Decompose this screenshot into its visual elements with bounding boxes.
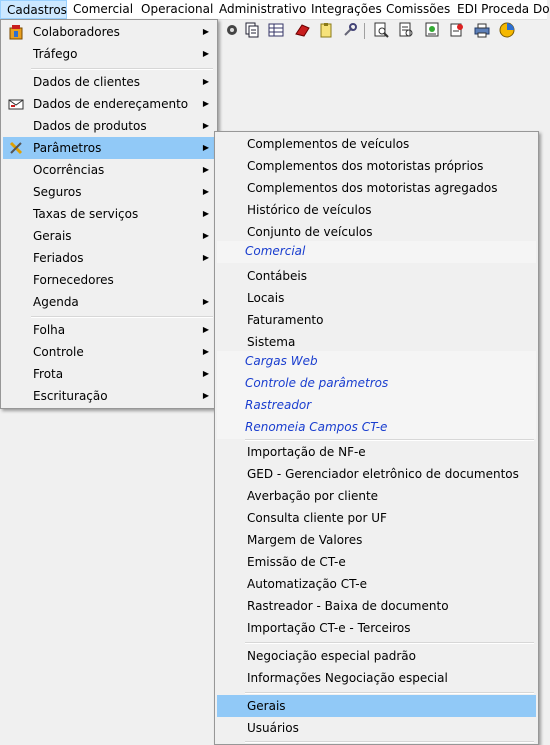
submenu-item-automatizacao-cte[interactable]: Automatização CT-e — [247, 577, 368, 591]
submenu-item-consulta-cliente-uf[interactable]: Consulta cliente por UF — [247, 511, 387, 525]
chevron-right-icon: ▶ — [202, 253, 209, 262]
menu-separator — [245, 692, 534, 694]
submenu-group-comercial: Comercial — [217, 241, 536, 263]
submenu-item-sistema[interactable]: Sistema — [247, 335, 296, 349]
chevron-right-icon: ▶ — [202, 231, 209, 240]
cadastros-menu — [0, 19, 218, 409]
chevron-right-icon: ▶ — [202, 49, 209, 58]
pie-chart-icon[interactable] — [499, 22, 515, 38]
printer-icon[interactable] — [474, 22, 490, 38]
chevron-right-icon: ▶ — [202, 391, 209, 400]
chevron-right-icon: ▶ — [202, 27, 209, 36]
menu-operacional[interactable]: Operacional — [141, 2, 214, 16]
submenu-item-usuarios[interactable]: Usuários — [247, 721, 299, 735]
chevron-right-icon: ▶ — [202, 77, 209, 86]
truck-icon[interactable] — [294, 22, 310, 38]
menu-separator — [245, 642, 534, 644]
record-icon[interactable] — [224, 22, 240, 38]
menu-item-frota[interactable]: Frota ▶ — [3, 363, 215, 385]
submenu-item-emissao-cte[interactable]: Emissão de CT-e — [247, 555, 346, 569]
menu-item-colaboradores[interactable]: Colaboradores ▶ — [3, 21, 215, 43]
submenu-item-negociacao-especial-padrao[interactable]: Negociação especial padrão — [247, 649, 416, 663]
submenu-item-informacoes-negociacao-especial[interactable]: Informações Negociação especial — [247, 671, 448, 685]
menu-separator — [31, 316, 213, 318]
chevron-right-icon: ▶ — [202, 187, 209, 196]
certificate-icon[interactable] — [424, 22, 440, 38]
submenu-item-gerais[interactable]: Gerais — [217, 695, 536, 717]
submenu-item-importacao-cte-terceiros[interactable]: Importação CT-e - Terceiros — [247, 621, 411, 635]
menu-item-controle[interactable]: Controle ▶ — [3, 341, 215, 363]
submenu-group-controle-parametros: Controle de parâmetros — [217, 373, 536, 395]
menu-item-escrituracao[interactable]: Escrituração ▶ — [3, 385, 215, 407]
menu-item-dados-de-clientes[interactable]: Dados de clientes ▶ — [3, 71, 215, 93]
report-icon[interactable] — [398, 22, 414, 38]
parametros-submenu — [214, 131, 539, 745]
submenu-item-historico-veiculos[interactable]: Histórico de veículos — [247, 203, 372, 217]
chevron-right-icon: ▶ — [202, 369, 209, 378]
chevron-right-icon: ▶ — [202, 143, 209, 152]
menu-administrativo[interactable]: Administrativo — [219, 2, 307, 16]
tools-icon[interactable] — [342, 22, 358, 38]
menu-separator — [31, 68, 213, 70]
menu-item-folha[interactable]: Folha ▶ — [3, 319, 215, 341]
chevron-right-icon: ▶ — [202, 347, 209, 356]
menu-item-ocorrencias[interactable]: Ocorrências ▶ — [3, 159, 215, 181]
submenu-item-faturamento[interactable]: Faturamento — [247, 313, 324, 327]
menu-item-gerais[interactable]: Gerais ▶ — [3, 225, 215, 247]
users-icon — [8, 24, 24, 40]
submenu-item-locais[interactable]: Locais — [247, 291, 285, 305]
tools-icon — [8, 140, 24, 156]
menu-bar — [0, 0, 550, 20]
submenu-item-importacao-nfe[interactable]: Importação de NF-e — [247, 445, 366, 459]
submenu-group-renomeia-campos-cte: Renomeia Campos CT-e — [217, 417, 536, 439]
submenu-item-margem-valores[interactable]: Margem de Valores — [247, 533, 363, 547]
submenu-group-rastreador: Rastreador — [217, 395, 536, 417]
copy-pages-icon[interactable] — [244, 22, 260, 38]
menu-item-seguros[interactable]: Seguros ▶ — [3, 181, 215, 203]
menu-item-dados-de-enderecamento[interactable]: Dados de endereçamento ▶ — [3, 93, 215, 115]
menu-comissoes[interactable]: Comissões — [386, 2, 451, 16]
toolbar-separator — [364, 23, 365, 39]
chevron-right-icon: ▶ — [202, 121, 209, 130]
submenu-item-contabeis[interactable]: Contábeis — [247, 269, 307, 283]
print-preview-icon[interactable] — [449, 22, 465, 38]
menu-item-trafego[interactable]: Tráfego ▶ — [3, 43, 215, 65]
clipboard-icon[interactable] — [318, 22, 334, 38]
menu-item-fornecedores[interactable]: Fornecedores — [33, 273, 114, 287]
submenu-item-ged[interactable]: GED - Gerenciador eletrônico de documentos — [247, 467, 519, 481]
chevron-right-icon: ▶ — [202, 165, 209, 174]
menu-integracoes[interactable]: Integrações — [311, 2, 382, 16]
chevron-right-icon: ▶ — [202, 325, 209, 334]
menu-comercial[interactable]: Comercial — [73, 2, 134, 16]
chevron-right-icon: ▶ — [202, 209, 209, 218]
menu-cadastros[interactable]: Cadastros — [0, 0, 67, 19]
menu-separator — [245, 741, 534, 743]
submenu-item-complementos-motoristas-proprios[interactable]: Complementos dos motoristas próprios — [247, 159, 484, 173]
chevron-right-icon: ▶ — [202, 99, 209, 108]
submenu-item-averbacao-cliente[interactable]: Averbação por cliente — [247, 489, 379, 503]
submenu-item-rastreador-baixa[interactable]: Rastreador - Baixa de documento — [247, 599, 449, 613]
submenu-item-complementos-veiculos[interactable]: Complementos de veículos — [247, 137, 410, 151]
envelope-icon — [8, 96, 24, 112]
menu-item-agenda[interactable]: Agenda ▶ — [3, 291, 215, 313]
submenu-item-complementos-motoristas-agregados[interactable]: Complementos dos motoristas agregados — [247, 181, 498, 195]
chevron-right-icon: ▶ — [202, 297, 209, 306]
menu-item-taxas-de-servicos[interactable]: Taxas de serviços ▶ — [3, 203, 215, 225]
menu-do[interactable]: Do — [533, 2, 550, 16]
menu-item-feriados[interactable]: Feriados ▶ — [3, 247, 215, 269]
menu-item-dados-de-produtos[interactable]: Dados de produtos ▶ — [3, 115, 215, 137]
submenu-group-cargas-web: Cargas Web — [217, 351, 536, 373]
submenu-item-conjunto-veiculos[interactable]: Conjunto de veículos — [247, 225, 373, 239]
menu-item-parametros[interactable]: Parâmetros ▶ — [3, 137, 215, 159]
menu-edi-proceda[interactable]: EDI Proceda — [457, 2, 530, 16]
preview-icon[interactable] — [373, 22, 389, 38]
grid-icon[interactable] — [268, 22, 284, 38]
